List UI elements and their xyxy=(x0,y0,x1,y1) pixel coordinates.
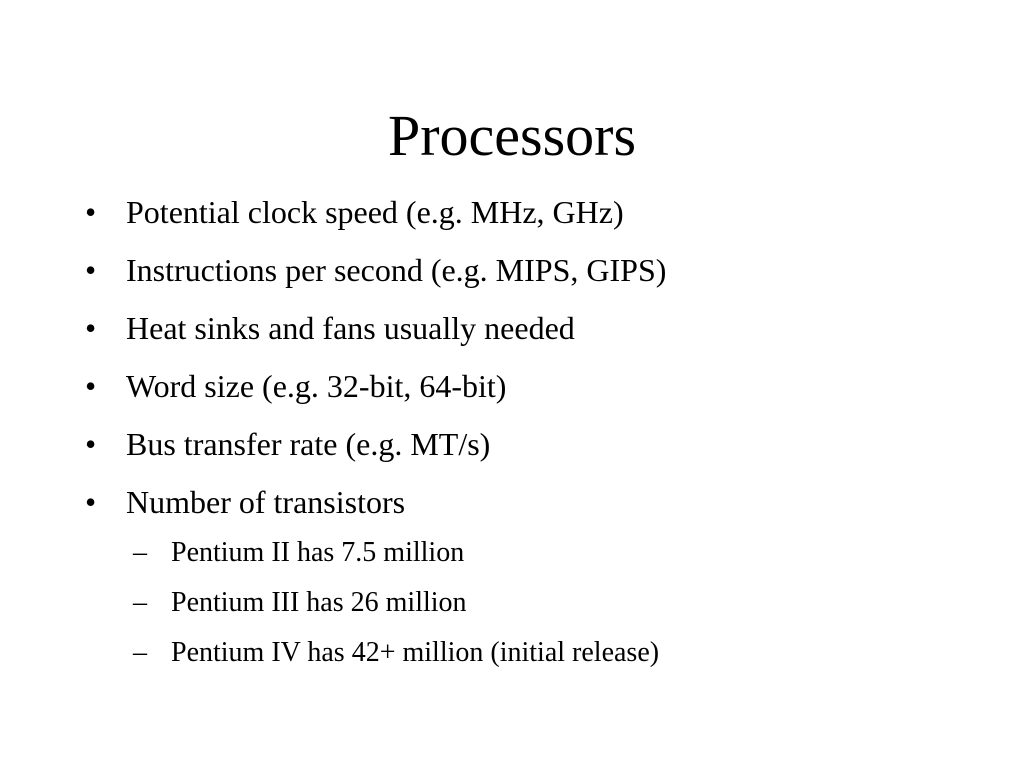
bullet-text: Instructions per second (e.g. MIPS, GIPS) xyxy=(126,252,667,288)
bullet-item xyxy=(85,308,985,348)
bullet-text: Word size (e.g. 32-bit, 64-bit) xyxy=(126,368,507,404)
bullet-item xyxy=(85,424,985,464)
bullet-marker: • xyxy=(85,368,97,404)
bullet-item xyxy=(85,482,985,522)
sub-bullet-item xyxy=(133,586,993,620)
bullet-text: Heat sinks and fans usually needed xyxy=(126,310,575,346)
bullet-marker: • xyxy=(85,194,97,230)
sub-bullet-marker: – xyxy=(133,537,147,568)
sub-bullet-item xyxy=(133,536,993,570)
bullet-list xyxy=(85,192,985,540)
sub-bullet-list xyxy=(133,536,993,686)
bullet-text: Potential clock speed (e.g. MHz, GHz) xyxy=(126,194,624,230)
slide-title: Processors xyxy=(387,103,637,168)
bullet-item xyxy=(85,366,985,406)
sub-bullet-text: Pentium II has 7.5 million xyxy=(171,537,465,568)
sub-bullet-marker: – xyxy=(133,637,147,668)
sub-bullet-marker: – xyxy=(133,587,147,618)
sub-bullet-text: Pentium III has 26 million xyxy=(171,587,467,618)
sub-bullet-item xyxy=(133,636,993,670)
bullet-text: Bus transfer rate (e.g. MT/s) xyxy=(126,426,491,462)
sub-bullet-text: Pentium IV has 42+ million (initial release) xyxy=(171,637,660,668)
bullet-item xyxy=(85,192,985,232)
bullet-text: Number of transistors xyxy=(126,484,406,520)
bullet-marker: • xyxy=(85,484,97,520)
bullet-marker: • xyxy=(85,310,97,346)
bullet-marker: • xyxy=(85,426,97,462)
bullet-item xyxy=(85,250,985,290)
bullet-marker: • xyxy=(85,252,97,288)
